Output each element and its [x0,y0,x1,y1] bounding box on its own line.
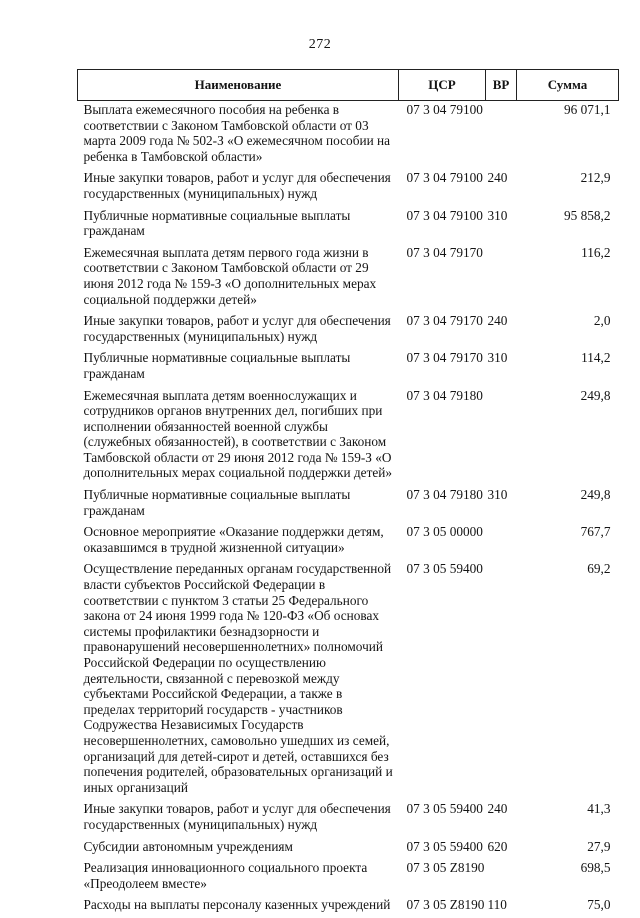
row-sum: 95 858,2 [563,207,611,223]
row-vr: 310 [487,487,508,503]
table-row [78,560,619,800]
row-name: Публичные нормативные социальные выплаты гражданам [83,350,351,381]
row-csr: 07 3 04 79180 [406,487,483,503]
page-number: 272 [308,37,332,52]
row-sum: 96 071,1 [563,102,611,117]
row-sum: 212,9 [580,170,611,186]
table-row [78,523,619,560]
table-row [78,101,619,170]
row-sum: 41,3 [587,801,611,817]
row-name: Публичные нормативные социальные выплаты гражданам [83,487,351,518]
table-row [78,349,619,386]
row-name: Иные закупки товаров, работ и услуг для обеспечения государственных (муниципальных) нужд [83,313,391,344]
table-row [78,486,619,523]
row-sum: 698,5 [580,860,611,876]
row-csr: 07 3 05 59400 [406,801,483,817]
row-vr: 620 [487,838,508,854]
row-name: Реализация инновационного социального проекта «Преодолеем вместе» [83,860,368,891]
table-row [78,207,619,244]
row-name: Публичные нормативные социальные выплаты гражданам [83,207,351,239]
row-csr: 07 3 04 79100 [406,102,483,117]
row-name: Осуществление переданных органам государственной власти субъектов Российской Федерации в соответствии с пунктом 3 статьи 25 Федерального закона от 24 июня 1999 года № 120-ФЗ «Об основах системы профилактики безнадзорности и правонарушений несовершеннолетних» полномочий Российской Федерации по осуществлению деятельности, связанной с перевозкой между субъектами Российской Федерации, а также в пределах территорий государств - участников Содружества Независимых Государств несовершеннолетних, самовольно ушедших из семей, организаций для детей-сирот и детей, оставшихся без попечения родителей, образовательных организаций и иных организаций [83,561,393,795]
table-body [78,101,619,918]
row-vr: 240 [487,313,508,329]
header-name: Наименование [78,70,399,101]
header-csr: ЦСР [399,70,486,101]
row-sum: 767,7 [580,524,611,540]
row-vr: 240 [487,170,508,186]
row-sum: 249,8 [580,487,611,503]
row-csr: 07 3 05 Z8190 [406,860,485,876]
row-name: Ежемесячная выплата детям военнослужащих и сотрудников органов внутренних дел, погибших при исполнении обязанностей военной службы (служебных обязанностей), в соответствии с Законом Тамбовской области от 29 июня 2012 года № 159-З «О дополнительных мерах социальной поддержки детей» [83,387,393,481]
row-vr [486,560,517,800]
row-vr: 310 [487,350,508,366]
row-csr: 07 3 05 59400 [406,838,483,854]
row-vr [486,859,517,896]
row-name: Субсидии автономным учреждениям [83,838,293,854]
table-row [78,838,619,860]
row-name: Основное мероприятие «Оказание поддержки детям, оказавшимся в трудной жизненной ситуации» [83,524,384,555]
row-vr [486,101,517,170]
row-name: Иные закупки товаров, работ и услуг для обеспечения государственных (муниципальных) нужд [83,801,391,832]
row-vr: 240 [487,801,508,817]
row-csr: 07 3 04 79170 [406,313,483,329]
row-csr: 07 3 04 79180 [406,387,483,403]
header-vr: ВР [486,70,517,101]
row-vr [486,523,517,560]
table-row [78,169,619,206]
table-row [78,859,619,896]
table-row [78,800,619,837]
row-sum: 249,8 [580,387,611,403]
row-name: Ежемесячная выплата детям первого года жизни в соответствии с Законом Тамбовской области от 29 июня 2012 года № 159-З «О дополнительных мерах социальной поддержки детей» [83,244,377,307]
row-csr: 07 3 04 79170 [406,244,483,260]
table-row [78,896,619,918]
row-sum: 75,0 [587,897,611,913]
header-sum: Сумма [517,70,619,101]
budget-table [77,69,619,918]
row-vr [486,244,517,312]
row-csr: 07 3 04 79100 [406,170,483,186]
table-header-row [78,70,619,101]
row-name: Выплата ежемесячного пособия на ребенка в соответствии с Законом Тамбовской области от 03 марта 2009 года № 502-З «О ежемесячном пособии на ребенка в Тамбовской области» [83,102,391,164]
row-csr: 07 3 05 00000 [406,524,483,540]
row-name: Расходы на выплаты персоналу казенных учреждений [83,897,391,913]
table-row [78,387,619,487]
table-row [78,312,619,349]
row-csr: 07 3 05 Z8190 [406,897,485,913]
row-sum: 116,2 [581,244,611,260]
row-sum: 27,9 [587,838,611,854]
row-vr [486,387,517,487]
row-csr: 07 3 04 79170 [406,350,483,366]
row-csr: 07 3 05 59400 [406,561,483,577]
row-vr: 310 [487,207,508,223]
row-vr: 110 [487,897,507,913]
table-row [78,244,619,312]
row-sum: 2,0 [593,313,611,329]
row-name: Иные закупки товаров, работ и услуг для обеспечения государственных (муниципальных) нужд [83,170,391,201]
row-sum: 69,2 [587,561,611,577]
row-csr: 07 3 04 79100 [406,207,483,223]
row-sum: 114,2 [581,350,611,366]
